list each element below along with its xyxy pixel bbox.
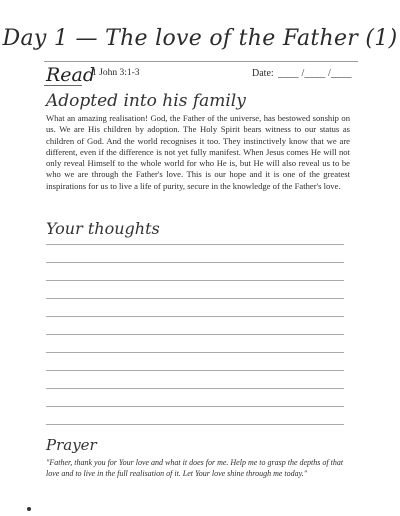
- page-title: Day 1 — The love of the Father (1): [2, 26, 398, 51]
- writing-line: [46, 406, 344, 407]
- writing-line: [46, 352, 344, 353]
- date-blanks: ____ /____ /____: [278, 68, 352, 79]
- scripture-reference: 1 John 3:1-3: [92, 68, 140, 78]
- writing-line: [46, 370, 344, 371]
- writing-line: [46, 298, 344, 299]
- read-underline: [44, 85, 82, 86]
- writing-line: [46, 424, 344, 425]
- devotional-body: What an amazing realisation! God, the Father of the universe, has bestowed sonship on us. We are His children by adoption. The Holy Spirit bears witness to our status as children of God. And the world recognises it too. They instinctively know that we are different, even if the difference is not yet fully manifest. When Jesus comes He will not only reveal Himself to the whole world for who He is, but He will also reveal us to be who we are through the Father's love. This is our hope and it is one of the greatest inspirations for us to live a life of purity, secure in the knowledge of the Father's love.: [46, 113, 350, 191]
- writing-line: [46, 388, 344, 389]
- writing-line: [46, 280, 344, 281]
- section-heading: Adopted into his family: [46, 91, 246, 111]
- read-label: Read: [46, 64, 96, 86]
- writing-line: [46, 316, 344, 317]
- writing-line: [46, 244, 344, 245]
- prayer-text: "Father, thank you for Your love and what it does for me. Help me to grasp the depths of that love and to live in the full realisation of it. Let Your love shine through me today.": [46, 458, 344, 479]
- writing-line: [46, 262, 344, 263]
- title-divider: [44, 61, 358, 62]
- writing-line: [46, 334, 344, 335]
- thoughts-heading: Your thoughts: [46, 219, 160, 238]
- date-label: Date:: [252, 68, 274, 79]
- page-mark: [27, 507, 31, 511]
- prayer-heading: Prayer: [46, 436, 97, 454]
